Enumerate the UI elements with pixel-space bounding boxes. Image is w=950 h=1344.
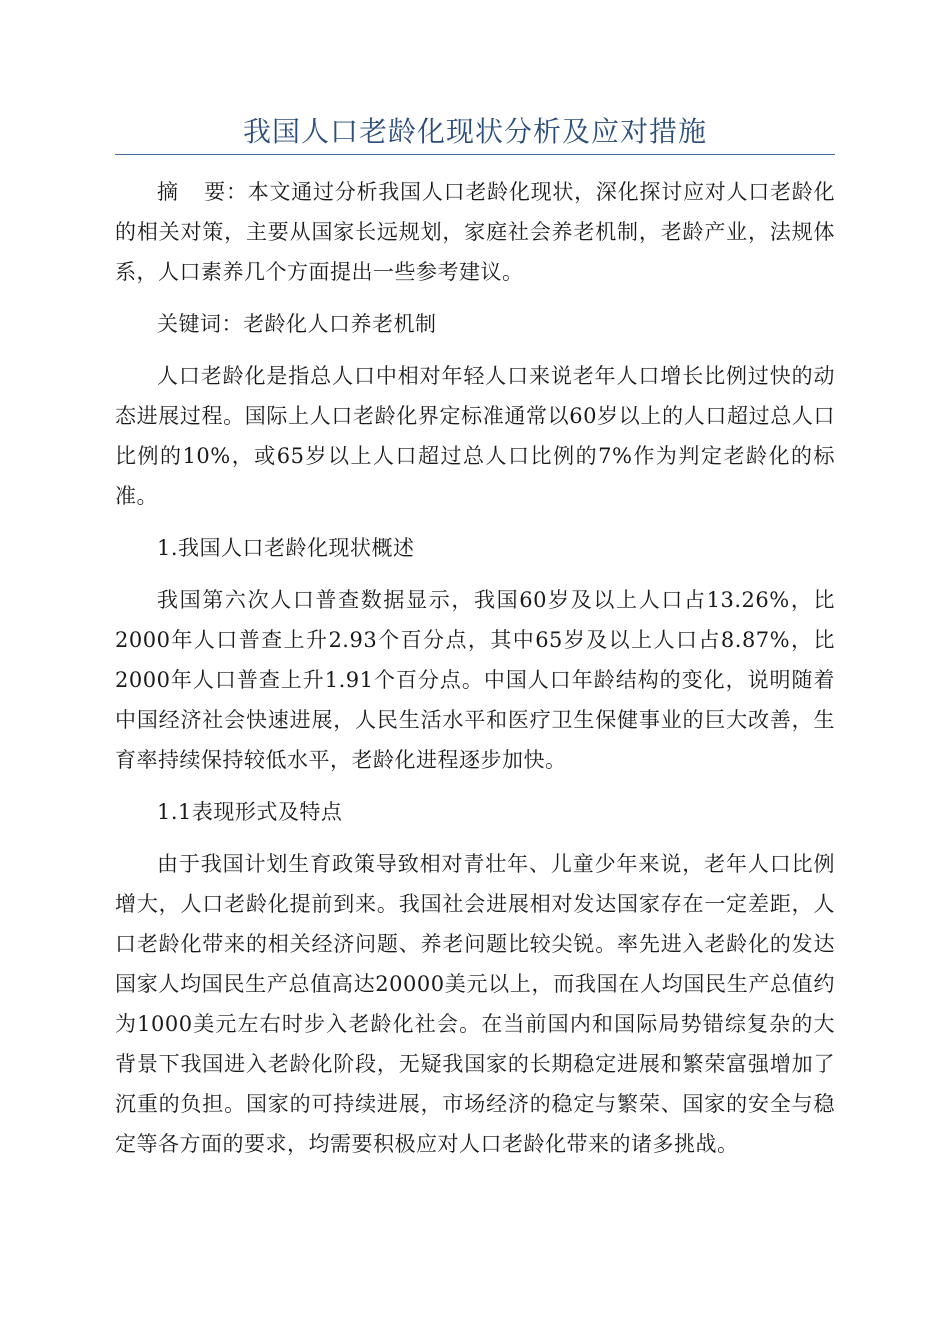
abstract-text: 本文通过分析我国人口老龄化现状，深化探讨应对人口老龄化的相关对策，主要从国家长远规划，家庭社会养老机制，老龄产业，法规体系，人口素养几个方面提出一些参考建议。 — [115, 180, 836, 284]
section-1-paragraph: 我国第六次人口普查数据显示，我国60岁及以上人口占13.26%，比2000年人口普查上升2.93个百分点，其中65岁及以上人口占8.87%，比2000年人口普查上升1.91个百分点。中国人口年龄结构的变化，说明随着中国经济社会快速进展，人民生活水平和医疗卫生保健事业的巨大改善，生育率持续保持较低水平，老龄化进程逐步加快。 — [115, 588, 835, 772]
section-1-1-heading: 1.1表现形式及特点 — [157, 800, 343, 824]
intro-paragraph: 人口老龄化是指总人口中相对年轻人口来说老年人口增长比例过快的动态进展过程。国际上人口老龄化界定标准通常以60岁以上的人口超过总人口比例的10%，或65岁以上人口超过总人口比例的7%作为判定老龄化的标准。 — [115, 364, 835, 508]
document-body — [115, 172, 835, 1176]
section-1-heading: 1.我国人口老龄化现状概述 — [157, 536, 415, 560]
abstract-label-second: 要： — [203, 180, 248, 204]
abstract-paragraph — [115, 172, 835, 292]
title-underline — [115, 154, 835, 155]
document-title: 我国人口老龄化现状分析及应对措施 — [242, 115, 707, 148]
abstract-label-first: 摘 — [157, 180, 179, 204]
keywords-label: 关键词： — [157, 312, 243, 336]
keywords-paragraph — [115, 304, 835, 344]
keywords-text: 老龄化人口养老机制 — [243, 312, 437, 336]
section-1-1-paragraph: 由于我国计划生育政策导致相对青壮年、儿童少年来说，老年人口比例增大，人口老龄化提前到来。我国社会进展相对发达国家存在一定差距，人口老龄化带来的相关经济问题、养老问题比较尖锐。率先进入老龄化的发达国家人均国民生产总值高达20000美元以上，而我国在人均国民生产总值约为1000美元左右时步入老龄化社会。在当前国内和国际局势错综复杂的大背景下我国进入老龄化阶段，无疑我国家的长期稳定进展和繁荣富强增加了沉重的负担。国家的可持续进展，市场经济的稳定与繁荣、国家的安全与稳定等各方面的要求，均需要积极应对人口老龄化带来的诸多挑战。 — [115, 852, 835, 1156]
